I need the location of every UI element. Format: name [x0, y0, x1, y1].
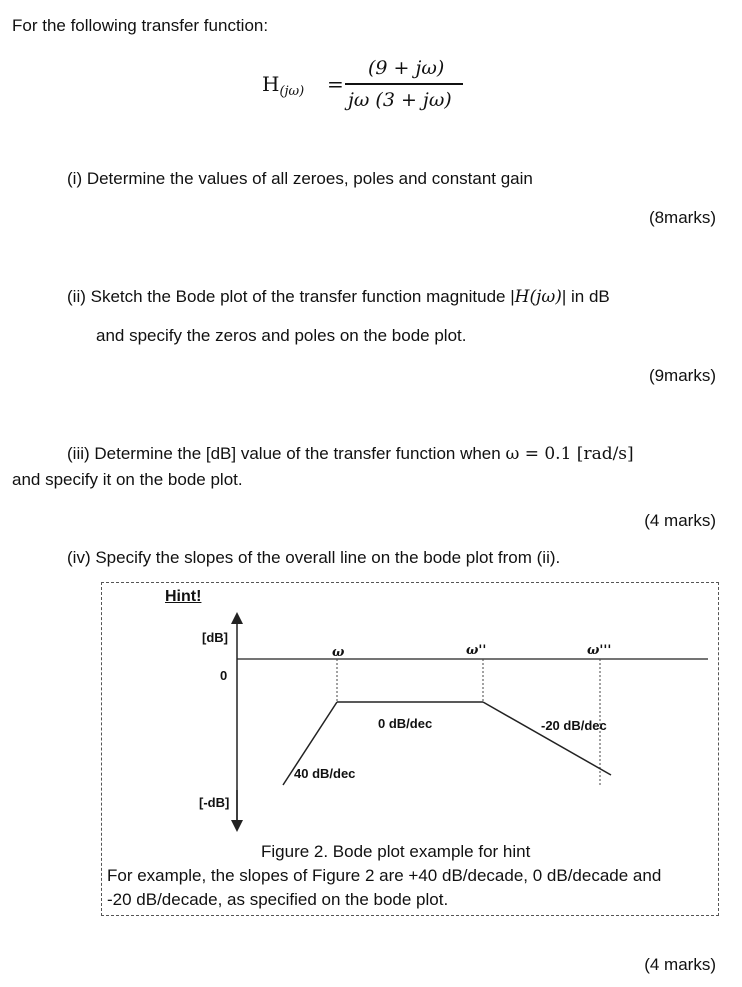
equation-lhs-main: H [262, 72, 280, 96]
question-3-line2: and specify it on the bode plot. [12, 470, 243, 489]
question-4-text: (iv) Specify the slopes of the overall line on the bode plot from (ii). [67, 548, 561, 567]
equation-lhs-sub: (jω) [279, 84, 305, 99]
y-label-db: [dB] [202, 630, 228, 645]
question-2-marks: (9marks) [648, 366, 716, 385]
slope-40-label: 40 dB/dec [294, 766, 356, 781]
equation-equals: = [327, 72, 344, 96]
question-3-text-a: (iii) Determine the [dB] value of the transfer function when [67, 444, 506, 463]
slope-minus20-label: -20 dB/dec [541, 718, 607, 733]
question-2-text-b: | in dB [561, 287, 610, 306]
y-label-zero: 0 [220, 668, 228, 683]
segment-minus20db [483, 702, 611, 775]
question-1-marks: (8marks) [648, 208, 716, 227]
question-2-math: H(jω) [514, 287, 562, 307]
intro-text: For the following transfer function: [12, 16, 269, 35]
figure-caption: Figure 2. Bode plot example for hint [261, 842, 531, 861]
equation-denominator: jω (3 + jω) [348, 89, 452, 111]
question-3-marks: (4 marks) [644, 511, 716, 530]
question-1-text: (i) Determine the values of all zeroes, poles and constant gain [67, 169, 533, 188]
question-2-text-a: (ii) Sketch the Bode plot of the transfer function magnitude | [67, 287, 515, 306]
question-4-marks: (4 marks) [644, 955, 716, 974]
hint-note-line1: For example, the slopes of Figure 2 are +40 dB/decade, 0 dB/decade and [107, 866, 662, 885]
omega3-label: ω''' [587, 643, 612, 658]
question-3-math: ω = 0.1 [rad/s] [505, 444, 634, 464]
question-2-line2: and specify the zeros and poles on the bode plot. [96, 326, 467, 345]
equation-numerator: (9 + jω) [368, 57, 445, 79]
omega2-label: ω'' [466, 643, 487, 658]
hint-title: Hint! [165, 588, 202, 605]
omega1-label: ω [332, 645, 345, 660]
hint-note-line2: -20 dB/decade, as specified on the bode plot. [107, 890, 449, 909]
y-label-neg-db: [-dB] [199, 795, 230, 810]
slope-0-label: 0 dB/dec [378, 716, 433, 731]
